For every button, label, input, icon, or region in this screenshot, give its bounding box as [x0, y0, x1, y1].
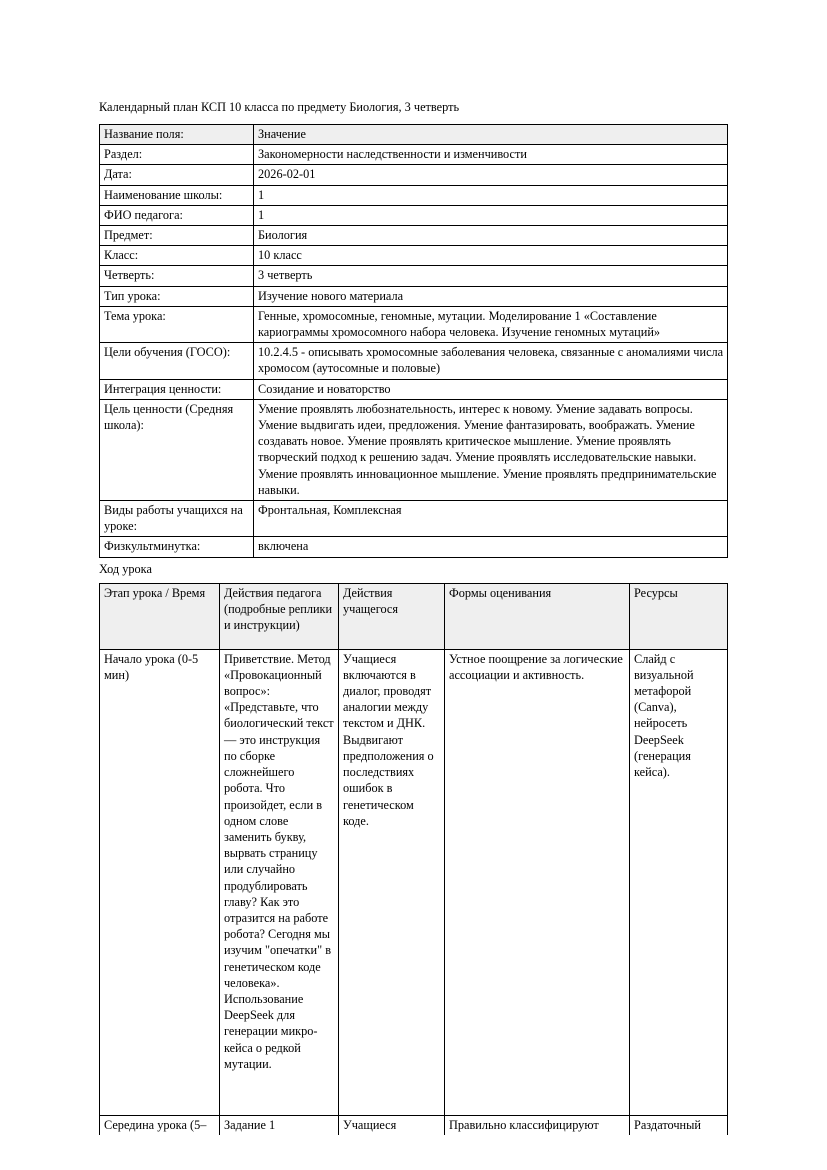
flow-cell-student-actions: Учащиеся включаются в диалог, проводят аналогии между текстом и ДНК. Выдвигают предположения о последствиях ошибок в генетическом коде.: [339, 649, 445, 1115]
flow-header-row: [100, 583, 728, 649]
info-row-value-integration: [100, 379, 728, 399]
info-row-data: [100, 165, 728, 185]
info-row-school: [100, 185, 728, 205]
flow-cell-resources-text: Раздаточный: [634, 1117, 701, 1132]
info-field-value: 10.2.4.5 - описывать хромосомные заболевания человека, связанные с аномалиями числа хромосом (аутосомные и половые): [254, 343, 728, 379]
flow-cell-stage-text: Середина урока (5–: [104, 1117, 207, 1132]
info-field-label: Виды работы учащихся на уроке:: [100, 501, 254, 537]
info-field-value: Умение проявлять любознательность, интерес к новому. Умение задавать вопросы. Умение выдвигать идеи, предложения. Умение фантазировать, воображать. Умение создавать новое. Умение проявлять критическое мышление. Умение проявлять творческий подход к решению задач. Умение проявлять исследовательские навыки. Умение проявлять инновационное мышление. Умение проявлять предпринимательские навыки.: [254, 399, 728, 500]
info-field-label: ФИО педагога:: [100, 205, 254, 225]
info-field-value: включена: [254, 537, 728, 557]
table-row: [100, 1115, 728, 1135]
info-field-label: Цель ценности (Средняя школа):: [100, 399, 254, 500]
info-field-label: Цели обучения (ГОСО):: [100, 343, 254, 379]
info-field-value: 1: [254, 185, 728, 205]
lesson-flow-table: [99, 583, 728, 1135]
info-field-value: 3 четверть: [254, 266, 728, 286]
info-row-class: [100, 246, 728, 266]
page-title: Календарный план КСП 10 класса по предмету Биология, 3 четверть: [99, 100, 460, 114]
info-field-value: Генные, хромосомные, геномные, мутации. Моделирование 1 «Составление кариограммы хромосомного набора человека. Изучение геномных мутаций»: [254, 306, 728, 342]
flow-cell-student-actions: [339, 1115, 445, 1135]
flow-header-stage: Этап урока / Время: [100, 583, 220, 649]
info-field-value: Биология: [254, 226, 728, 246]
info-field-label: Наименование школы:: [100, 185, 254, 205]
info-row-razdel: [100, 145, 728, 165]
flow-cell-teacher-actions: [220, 1115, 339, 1135]
info-field-value: Фронтальная, Комплексная: [254, 501, 728, 537]
info-table-header-row: [100, 125, 728, 145]
info-field-value: Закономерности наследственности и изменчивости: [254, 145, 728, 165]
flow-header-resources: Ресурсы: [630, 583, 728, 649]
info-field-label: Тип урока:: [100, 286, 254, 306]
info-field-label: Интеграция ценности:: [100, 379, 254, 399]
info-row-lesson-type: [100, 286, 728, 306]
flow-header-assessment: Формы оценивания: [445, 583, 630, 649]
info-field-value: 10 класс: [254, 246, 728, 266]
info-row-work-types: [100, 501, 728, 537]
flow-cell-teacher-actions: Приветствие. Метод «Провокационный вопрос»: «Представьте, что биологический текст — это инструкция по сборке сложнейшего робота. Что произойдет, если в одном слове заменить букву, вырвать страницу или случайно продублировать главу? Как это отразится на работе робота? Сегодня мы изучим "опечатки" в генетическом коде человека». Использование DeepSeek для генерации микро-кейса о редкой мутации.: [220, 649, 339, 1115]
flow-cell-assessment: Устное поощрение за логические ассоциации и активность.: [445, 649, 630, 1115]
info-row-physical-break: [100, 537, 728, 557]
info-header-value: Значение: [254, 125, 728, 145]
info-field-value: Изучение нового материала: [254, 286, 728, 306]
info-field-value: Созидание и новаторство: [254, 379, 728, 399]
flow-cell-resources: [630, 1115, 728, 1135]
flow-table-header: [100, 583, 728, 649]
info-row-teacher: [100, 205, 728, 225]
info-field-label: Физкультминутка:: [100, 537, 254, 557]
info-field-label: Тема урока:: [100, 306, 254, 342]
flow-cell-stage: [100, 1115, 220, 1135]
info-row-value-goal: [100, 399, 728, 500]
info-field-label: Дата:: [100, 165, 254, 185]
info-field-label: Четверть:: [100, 266, 254, 286]
flow-cell-assessment-text: Правильно классифицируют: [449, 1117, 599, 1132]
flow-table-body: [100, 649, 728, 1135]
info-field-label: Предмет:: [100, 226, 254, 246]
info-field-value: 2026-02-01: [254, 165, 728, 185]
table-row: [100, 649, 728, 1115]
lesson-info-table: [99, 124, 728, 558]
lesson-flow-heading: Ход урока: [99, 561, 152, 576]
info-row-topic: [100, 306, 728, 342]
flow-header-student-actions: Действия учащегося: [339, 583, 445, 649]
flow-cell-student-text: Учащиеся: [343, 1117, 397, 1132]
flow-cell-teacher-text: Задание 1: [224, 1117, 276, 1132]
flow-cell-assessment: [445, 1115, 630, 1135]
info-field-value: 1: [254, 205, 728, 225]
flow-header-teacher-actions: Действия педагога (подробные реплики и инструкции): [220, 583, 339, 649]
flow-cell-stage: Начало урока (0-5 мин): [100, 649, 220, 1115]
info-field-label: Класс:: [100, 246, 254, 266]
info-row-subject: [100, 226, 728, 246]
info-table-body: [100, 125, 728, 558]
info-header-field: Название поля:: [100, 125, 254, 145]
info-row-quarter: [100, 266, 728, 286]
info-field-label: Раздел:: [100, 145, 254, 165]
info-row-objectives: [100, 343, 728, 379]
flow-cell-resources: Слайд с визуальной метафорой (Canva), нейросеть DeepSeek (генерация кейса).: [630, 649, 728, 1115]
